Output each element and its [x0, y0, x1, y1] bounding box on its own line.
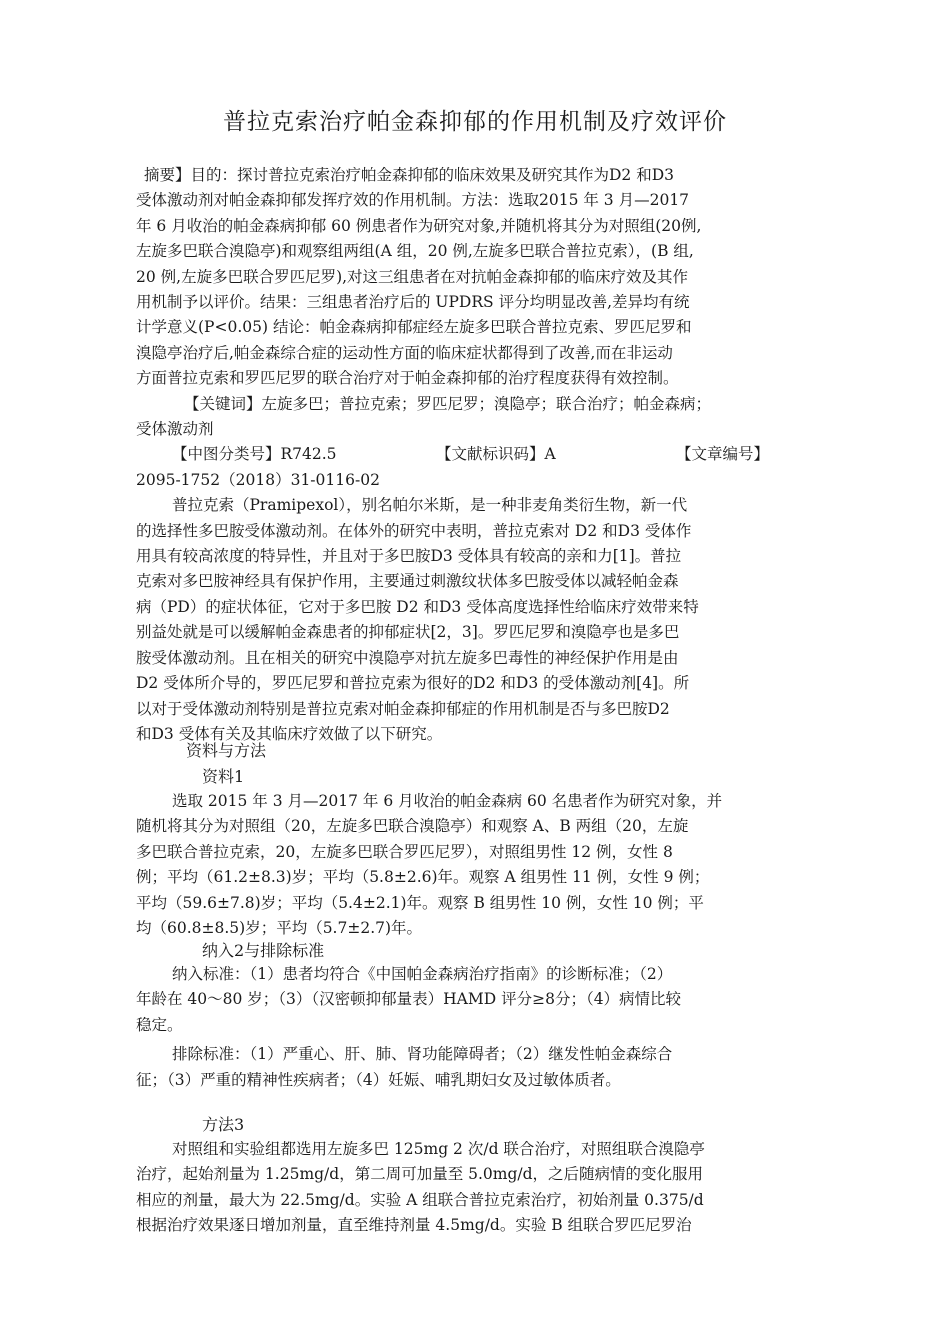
- materials-line: 选取 2015 年 3 月—2017 年 6 月收治的帕金森病 60 名患者作为研究对象，并: [172, 792, 723, 810]
- materials-line: 平均（59.6±7.8)岁；平均（5.4±2.1)年。观察 B 组男性 10 例，女性 10 例；平: [136, 893, 704, 912]
- subsection-heading: 纳入2与排除标准: [202, 941, 325, 960]
- materials-line: 多巴联合普拉克索，20，左旋多巴联合罗匹尼罗），对照组男性 12 例，女性 8: [136, 842, 673, 861]
- article-number: 2095-1752（2018）31-0116-02: [136, 470, 380, 489]
- subsection-heading: 方法3: [202, 1115, 245, 1134]
- section-heading: 资料与方法: [186, 741, 267, 760]
- keywords-line: 受体激动剂: [136, 420, 214, 439]
- exclusion-line: 排除标准：（1）严重心、肝、肺、肾功能障碍者；（2）继发性帕金森综合: [172, 1045, 673, 1064]
- abstract-line: 年 6 月收治的帕金森病抑郁 60 例患者作为研究对象,并随机将其分为对照组(20例,: [136, 216, 702, 235]
- intro-line: 和D3 受体有关及其临床疗效做了以下研究。: [136, 724, 443, 743]
- materials-line: 例；平均（61.2±8.3)岁；平均（5.8±2.6)年。观察 A 组男性 11 例，女性 9 例；: [136, 868, 710, 887]
- abstract-line: 计学意义(P<0.05) 结论：帕金森病抑郁症经左旋多巴联合普拉克索、罗匹尼罗和: [136, 318, 692, 337]
- materials: [136, 789, 816, 941]
- abstract: [136, 163, 816, 747]
- keywords-line: 【关键词】左旋多巴；普拉克索；罗匹尼罗；溴隐亭；联合治疗；帕金森病；: [184, 394, 712, 413]
- intro-line: 普拉克索（Pramipexol），别名帕尔米斯，是一种非麦角类衍生物，新一代: [172, 496, 688, 515]
- abstract-line: 用机制予以评价。结果：三组患者治疗后的 UPDRS 评分均明显改善,差异均有统: [136, 293, 690, 312]
- methods-line: 对照组和实验组都选用左旋多巴 125mg 2 次/d 联合治疗，对照组联合溴隐亭: [172, 1140, 705, 1158]
- abstract-line: 摘要】目的：探讨普拉克索治疗帕金森抑郁的临床效果及研究其作为D2 和D3: [144, 166, 675, 184]
- document-code: 【文献标识码】A: [436, 445, 556, 464]
- abstract-line: 左旋多巴联合溴隐亭)和观察组两组(A 组，20 例,左旋多巴联合普拉克索），(B 组,: [136, 242, 694, 261]
- intro-line: 克索对多巴胺神经具有保护作用，主要通过刺激纹状体多巴胺受体以减轻帕金森: [136, 572, 679, 591]
- inclusion-line: 年龄在 40～80 岁；（3）（汉密顿抑郁量表）HAMD 评分≥8分；（4）病情比较: [136, 990, 682, 1009]
- article-number-label: 【文章编号】: [676, 445, 770, 464]
- inclusion-line: 纳入标准：（1）患者均符合《中国帕金森病治疗指南》的诊断标准；（2）: [172, 965, 673, 983]
- criteria: [136, 962, 816, 1093]
- intro-line: 以对于受体激动剂特别是普拉克索对帕金森抑郁症的作用机制是否与多巴胺D2: [136, 699, 670, 718]
- materials-line: 随机将其分为对照组（20，左旋多巴联合溴隐亭）和观察 A、B 两组（20，左旋: [136, 817, 689, 836]
- methods: [136, 1137, 816, 1239]
- abstract-line: 溴隐亭治疗后,帕金森综合症的运动性方面的临床症状都得到了改善,而在非运动: [136, 343, 673, 362]
- materials-line: 均（60.8±8.5)岁；平均（5.7±2.7)年。: [136, 919, 423, 938]
- exclusion-line: 征；（3）严重的精神性疾病者；（4）妊娠、哺乳期妇女及过敏体质者。: [136, 1070, 621, 1089]
- methods-line: 根据治疗效果逐日增加剂量，直至维持剂量 4.5mg/d。实验 B 组联合罗匹尼罗治: [136, 1216, 692, 1235]
- intro-line: 病（PD）的症状体征，它对于多巴胺 D2 和D3 受体高度选择性给临床疗效带来特: [136, 597, 699, 616]
- paper-title: 普拉克索治疗帕金森抑郁的作用机制及疗效评价: [223, 109, 727, 135]
- methods-line: 相应的剂量，最大为 22.5mg/d。实验 A 组联合普拉克索治疗，初始剂量 0.375/d: [136, 1190, 704, 1209]
- abstract-line: 方面普拉克索和罗匹尼罗的联合治疗对于帕金森抑郁的治疗程度获得有效控制。: [136, 369, 679, 388]
- inclusion-line: 稳定。: [136, 1015, 183, 1034]
- abstract-line: 20 例,左旋多巴联合罗匹尼罗),对这三组患者在对抗帕金森抑郁的临床疗效及其作: [136, 267, 689, 286]
- intro-line: 胺受体激动剂。且在相关的研究中溴隐亭对抗左旋多巴毒性的神经保护作用是由: [136, 648, 679, 667]
- subsection-heading: 资料1: [202, 767, 245, 786]
- classification-row: [136, 442, 816, 467]
- abstract-line: 受体激动剂对帕金森抑郁发挥疗效的作用机制。方法：选取2015 年 3 月—2017: [136, 191, 690, 210]
- intro-line: 用具有较高浓度的特异性，并且对于多巴胺D3 受体具有较高的亲和力[1]。普拉: [136, 547, 682, 566]
- methods-line: 治疗，起始剂量为 1.25mg/d，第二周可加量至 5.0mg/d，之后随病情的变化服用: [136, 1165, 704, 1184]
- clc-number: 【中图分类号】R742.5: [172, 445, 337, 464]
- intro-line: 的选择性多巴胺受体激动剂。在体外的研究中表明，普拉克索对 D2 和D3 受体作: [136, 521, 692, 540]
- intro-line: 别益处就是可以缓解帕金森患者的抑郁症状[2，3]。罗匹尼罗和溴隐亭也是多巴: [136, 623, 680, 642]
- intro-line: D2 受体所介导的，罗匹尼罗和普拉克索为很好的D2 和D3 的受体激动剂[4]。所: [136, 674, 690, 693]
